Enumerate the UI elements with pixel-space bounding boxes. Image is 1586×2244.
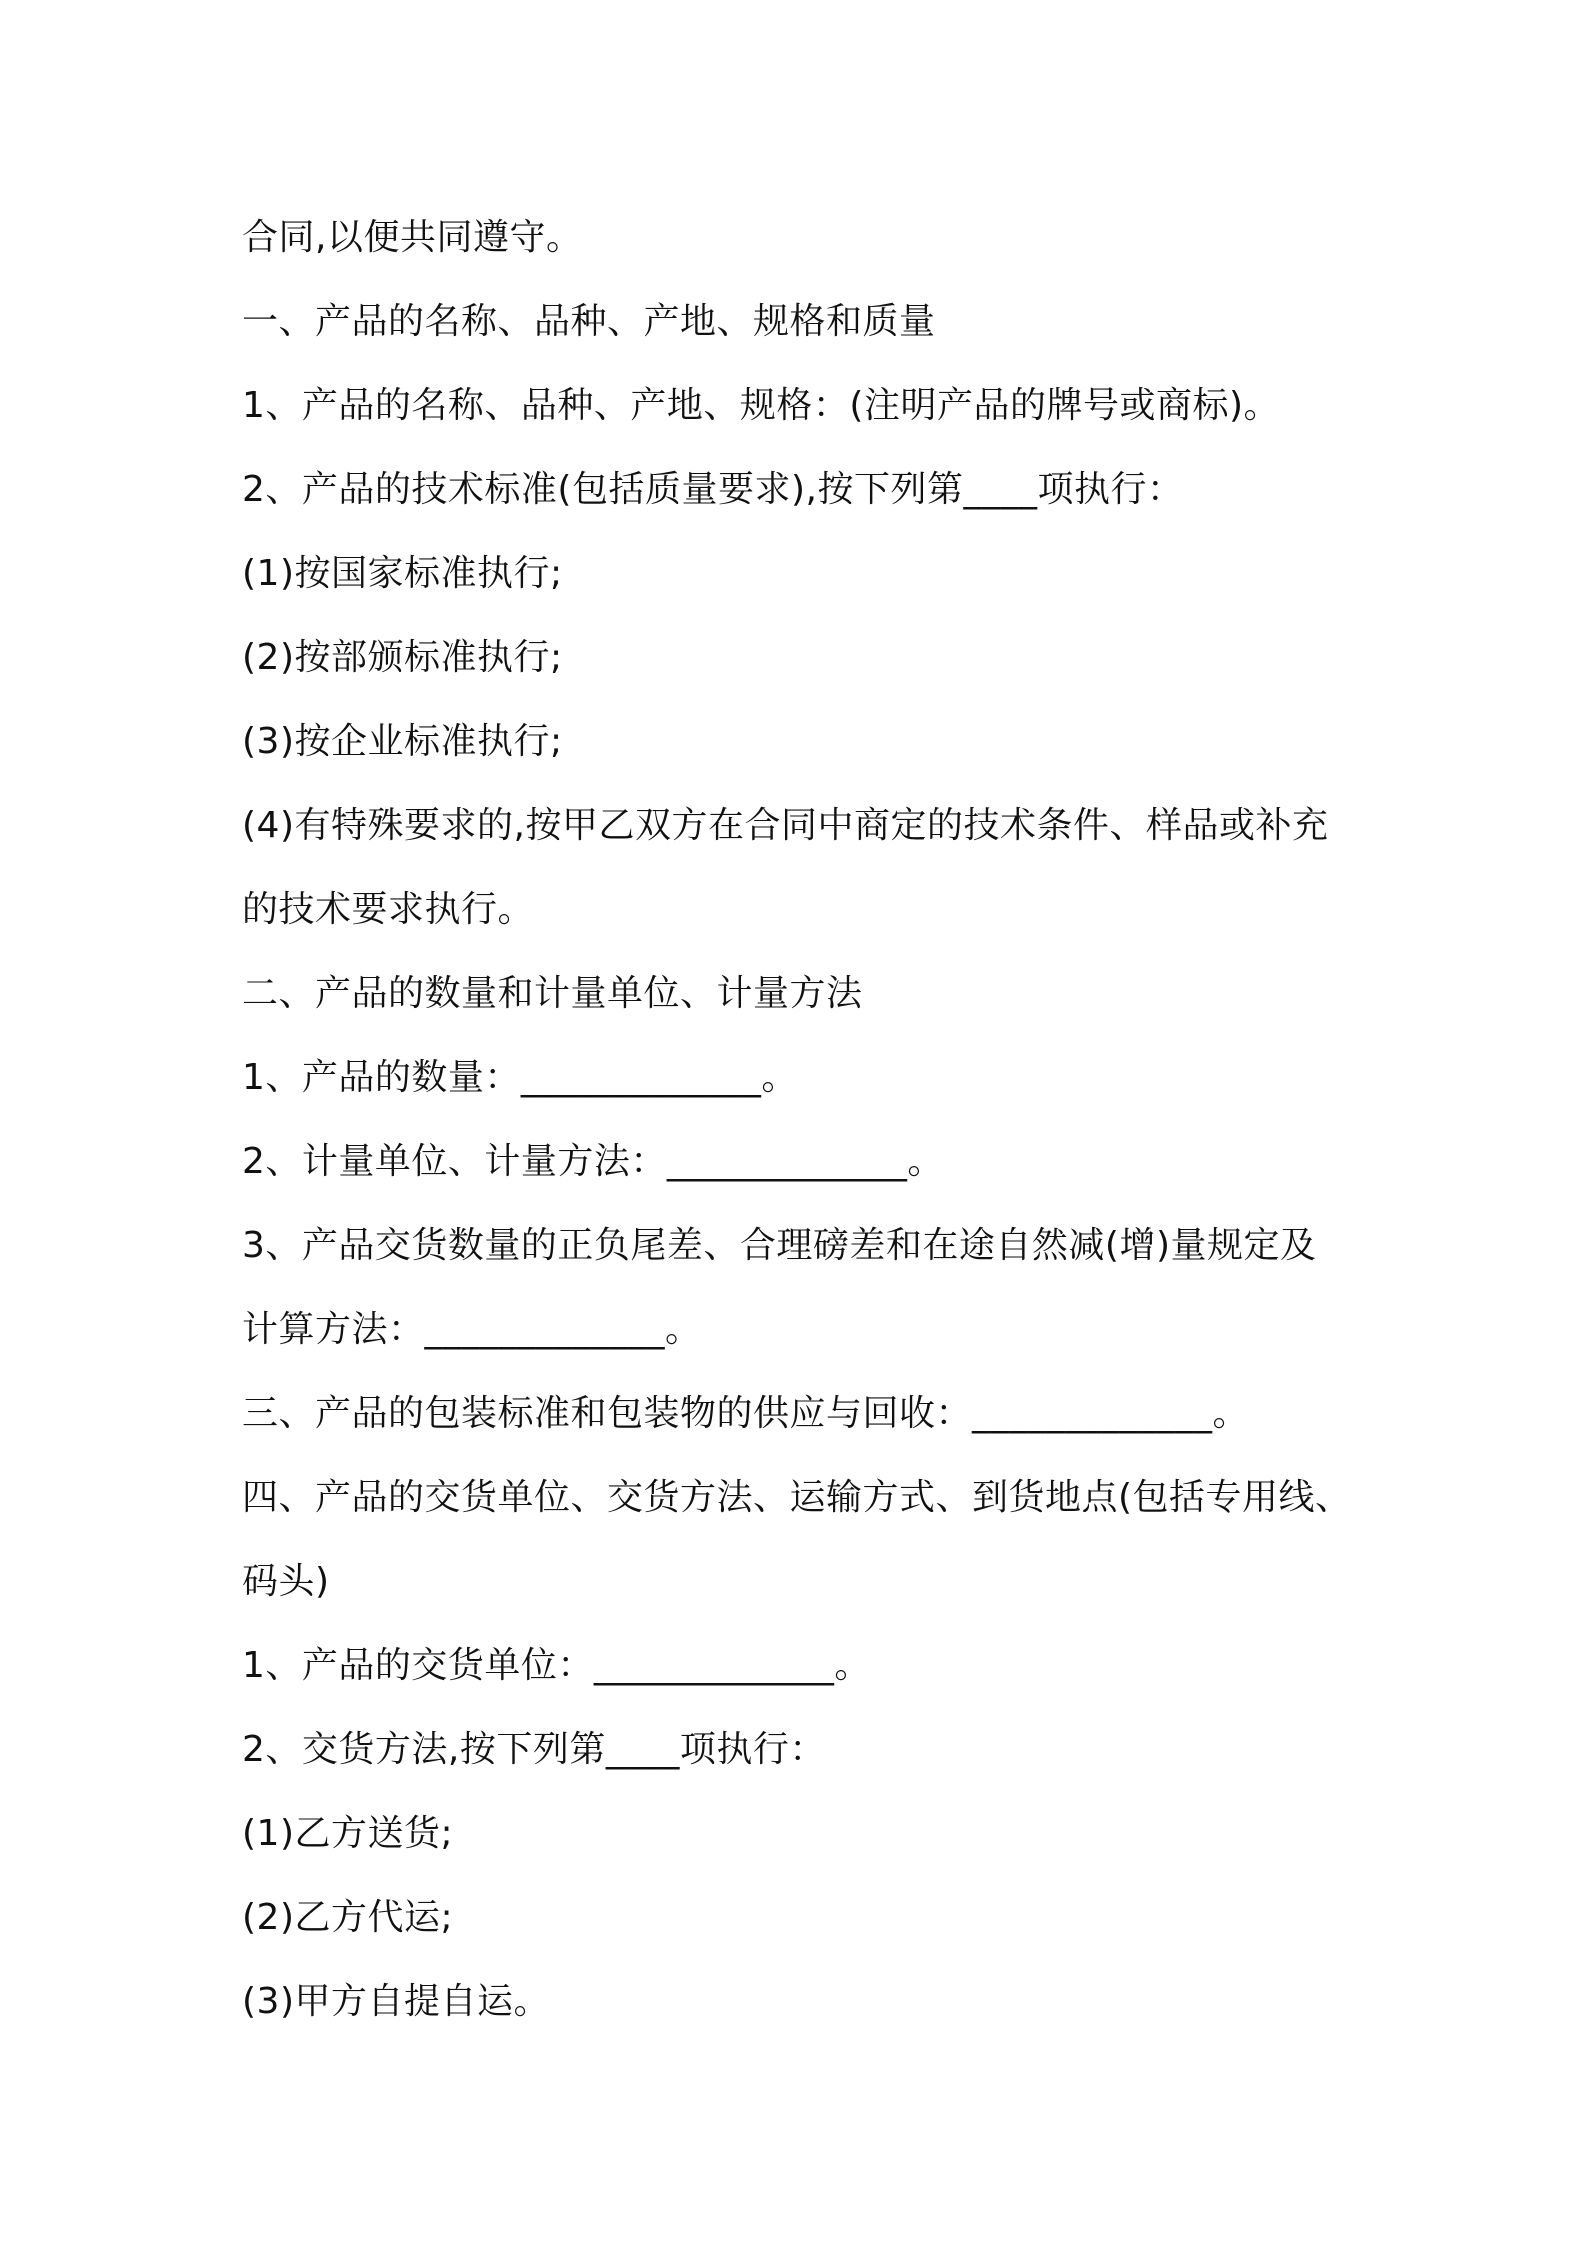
clause-2-3-cont: 计算方法：_____________。 [242, 1309, 702, 1350]
clause-1-2-option-4: (4)有特殊要求的,按甲乙双方在合同中商定的技术条件、样品或补充 [242, 805, 1329, 846]
clause-2-3: 3、产品交货数量的正负尾差、合理磅差和在途自然减(增)量规定及 [242, 1225, 1317, 1266]
section-heading-4-cont: 码头) [242, 1561, 330, 1602]
text-line-continuation: 合同,以便共同遵守。 [242, 217, 583, 258]
clause-4-2: 2、交货方法,按下列第____项执行： [242, 1729, 826, 1770]
clause-1-2-option-3: (3)按企业标准执行; [242, 721, 563, 762]
clause-1-1: 1、产品的名称、品种、产地、规格：(注明产品的牌号或商标)。 [242, 385, 1280, 426]
clause-1-2-option-2: (2)按部颁标准执行; [242, 637, 563, 678]
clause-4-1: 1、产品的交货单位：_____________。 [242, 1645, 871, 1686]
section-heading-3: 三、产品的包装标准和包装物的供应与回收：_____________。 [242, 1393, 1250, 1434]
clause-2-2: 2、计量单位、计量方法：_____________。 [242, 1141, 944, 1182]
clause-4-2-option-1: (1)乙方送货; [242, 1813, 454, 1854]
clause-1-2: 2、产品的技术标准(包括质量要求),按下列第____项执行： [242, 469, 1184, 510]
clause-4-2-option-3: (3)甲方自提自运。 [242, 1981, 550, 2022]
contract-text-body [242, 196, 1372, 2044]
clause-1-2-option-4-cont: 的技术要求执行。 [242, 889, 535, 930]
clause-2-1: 1、产品的数量：_____________。 [242, 1057, 798, 1098]
section-heading-1: 一、产品的名称、品种、产地、规格和质量 [242, 301, 936, 342]
section-heading-2: 二、产品的数量和计量单位、计量方法 [242, 973, 863, 1014]
clause-4-2-option-2: (2)乙方代运; [242, 1897, 454, 1938]
section-heading-4: 四、产品的交货单位、交货方法、运输方式、到货地点(包括专用线、 [242, 1477, 1352, 1518]
clause-1-2-option-1: (1)按国家标准执行; [242, 553, 563, 594]
